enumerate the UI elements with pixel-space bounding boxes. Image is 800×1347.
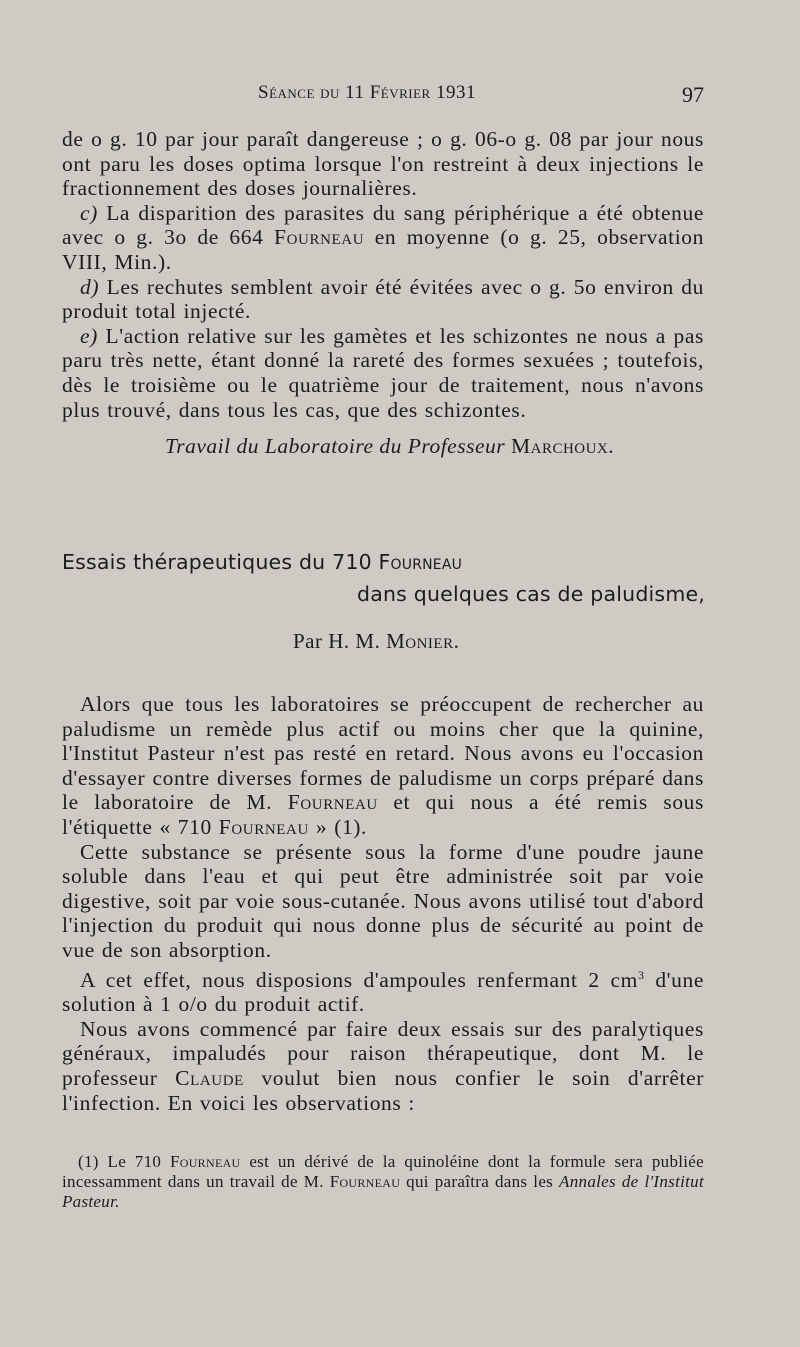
title-text: Essais thérapeutiques du 710: [62, 550, 379, 574]
article-title-line-1: [62, 550, 462, 574]
signature-name: Marchoux.: [511, 434, 615, 458]
item-label-e: e): [80, 323, 98, 348]
paragraph-3: [62, 963, 704, 1017]
paragraph-1-text-b: et qui nous a été remis sous l'étiquette « 710: [62, 790, 704, 839]
title-name: Fourneau: [378, 550, 463, 574]
paragraph-4-text-a: Nous avons commencé par faire deux essais sur des paralytiques généraux, impaludés pour raison thérapeutique, dont M. le professeur: [62, 1016, 704, 1091]
name-fourneau: Fourneau: [287, 790, 378, 815]
author-prefix: Par H. M.: [293, 629, 387, 653]
header-title: Séance du 11 Février 1931: [258, 82, 476, 103]
article-body: [62, 692, 704, 1115]
article-author: [293, 629, 459, 654]
paragraph-continuation: de o g. 10 par jour paraît dangereuse ; o g. 06-o g. 08 par jour nous ont paru les doses optima lorsque l'on restreint à deux injections le fractionnement des doses journalières.: [62, 127, 704, 201]
laboratory-signature: [165, 434, 614, 459]
paragraph-e-text: L'action relative sur les gamètes et les schizontes ne nous a pas paru très nette, étant donné la rareté des formes sexuées ; toutefois, dès le troisième ou le quatrième jour de traitement, nous n'avons plus trouvé, dans tous les cas, que des schizontes.: [62, 323, 704, 422]
name-fourneau: Fourneau: [274, 225, 365, 250]
signature-text: Travail du Laboratoire du Professeur: [165, 434, 511, 458]
journal-title: Annales de l'Institut Pasteur.: [62, 1172, 704, 1211]
paragraph-c-text-a: La disparition des parasites du sang périphérique a été obtenue avec o g. 3o de 664: [62, 200, 704, 250]
footnote-text-a: (1) Le 710: [78, 1152, 170, 1171]
footnote-text-b: est un dérivé de la quinoléine dont la formule sera publiée incessamment dans un travail de M.: [62, 1152, 704, 1191]
paragraph-3-text-a: A cet effet, nous disposions d'ampoules renfermant 2 cm: [80, 967, 638, 992]
previous-article-conclusion: [62, 127, 704, 422]
item-label-d: d): [80, 274, 100, 299]
paragraph-1: [62, 692, 704, 840]
paragraph-2: Cette substance se présente sous la forme d'une poudre jaune soluble dans l'eau et qui peut être administrée soit par voie digestive, soit par voie sous-cutanée. Nous avons utilisé tout d'abord l'injection du produit qui nous donne plus de sécurité au point de vue de son absorption.: [62, 839, 704, 962]
name-fourneau: Fourneau: [170, 1152, 241, 1171]
superscript-3: 3: [637, 967, 645, 982]
footnote: [62, 1152, 704, 1212]
footnote-text-c: qui paraîtra dans les: [400, 1172, 560, 1191]
page-number: 97: [682, 82, 704, 107]
author-name: Monier.: [386, 629, 460, 653]
footnote-text: [62, 1152, 704, 1212]
article-title-line-2: dans quelques cas de paludisme,: [357, 582, 706, 606]
paragraph-1-text-a: Alors que tous les laboratoires se préoccupent de rechercher au paludisme un remède plus actif ou moins cher que la quinine, l'Institut Pasteur n'est pas resté en retard. Nous avons eu l'occasion d'essayer contre diverses formes de paludisme un corps préparé dans le laboratoire de M.: [62, 692, 704, 815]
paragraph-d: [62, 275, 704, 324]
item-label-c: c): [80, 200, 98, 225]
paragraph-4-text-b: voulut bien nous confier le soin d'arrêter l'infection. En voici les observations :: [62, 1066, 704, 1115]
paragraph-c: [62, 201, 704, 275]
paragraph-3-text-b: d'une solution à 1 o/o du produit actif.: [62, 967, 704, 1017]
name-fourneau: Fourneau: [329, 1172, 401, 1191]
paragraph-c-text-b: en moyenne (o g. 25, observation VIII, Min.).: [62, 225, 705, 274]
paragraph-e: [62, 324, 704, 422]
paragraph-d-text: Les rechutes semblent avoir été évitées avec o g. 5o environ du produit total injecté.: [62, 274, 704, 324]
name-fourneau: Fourneau: [218, 814, 309, 839]
paragraph-1-text-c: » (1).: [308, 814, 368, 839]
paragraph-4: [62, 1017, 704, 1115]
running-header: [62, 82, 704, 112]
name-claude: Claude: [175, 1066, 244, 1091]
